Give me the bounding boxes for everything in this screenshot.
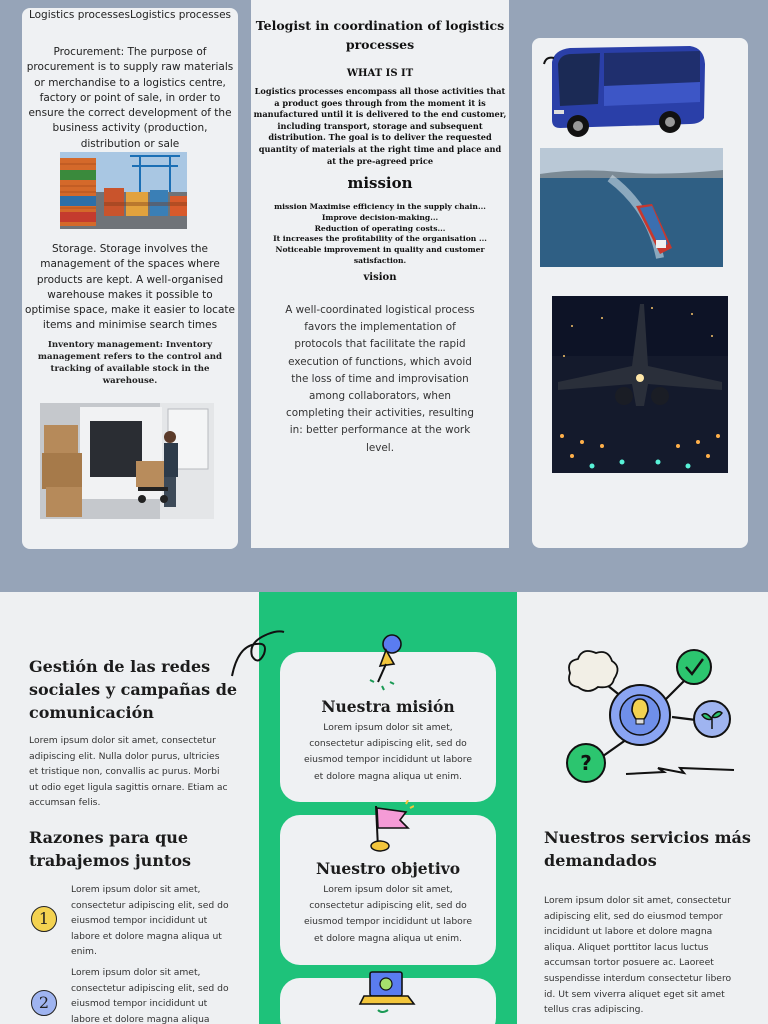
reasons-heading: Razones para que trabajemos juntos bbox=[29, 828, 192, 870]
card-title: Nuestra misión bbox=[321, 697, 455, 716]
storage-text: Storage. Storage involves the management of the spaces where products are kept. A well-organised warehouse makes it possible to optimise space, make it easier to locate items and minimise search times bbox=[25, 243, 235, 332]
laptop-icon bbox=[358, 966, 418, 1016]
pushpin-icon bbox=[364, 630, 410, 692]
squiggle-doodle-icon bbox=[228, 626, 288, 678]
what-is-it-body: Logistics processes encompass all those activities that a product goes through from the moment it is manufactured until it is delivered to the end customer, including transport, storage and subsequent distribution. The goal is to deliver the requested quantity of materials at the right time and place and at the pre-agreed price bbox=[253, 86, 507, 166]
number-circle-icon: 1 bbox=[31, 906, 57, 932]
panel-title: Telogist in coordination of logistics processes bbox=[255, 18, 505, 52]
mission-list bbox=[251, 202, 509, 267]
list-item: Noticeable improvement in quality and customer satisfaction. bbox=[275, 245, 485, 265]
list-item: Reduction of operating costs... bbox=[314, 223, 446, 233]
list-item: Improve decision-making... bbox=[321, 212, 439, 222]
list-item: mission Maximise efficiency in the supply chain... bbox=[274, 202, 486, 211]
cargo-ship-photo bbox=[540, 148, 723, 267]
vision-body: A well-coordinated logistical process favors the implementation of protocols that facilitate the rapid execution of functions, which avoid the loss of time and improvisation among collaborators, when completing their activities, resulting in: better performance at the work level. bbox=[285, 304, 475, 454]
middle-panel bbox=[251, 0, 509, 548]
list-item: It increases the profitability of the organisation ... bbox=[273, 234, 487, 244]
reason-text: Lorem ipsum dolor sit amet, consectetur adipiscing elit, sed do eiusmod tempor incididunt ut labore et dolore magna aliqua bbox=[71, 967, 229, 1024]
processes-header: Logistics processesLogistics processes bbox=[28, 9, 232, 21]
services-heading: Nuestros servicios más demandados bbox=[544, 828, 751, 870]
vision-heading: vision bbox=[363, 272, 397, 283]
flag-icon bbox=[364, 800, 414, 858]
social-body: Lorem ipsum dolor sit amet, consectetur adipiscing elit. Nulla dolor purus, ultricies et tristique non, convallis ac purus. Morbi ut odio eget ligula sagittis ornare. Etiam ac accumsan felis. bbox=[29, 735, 228, 809]
bus-photo bbox=[540, 42, 710, 142]
squiggle-doodle-icon bbox=[624, 764, 736, 778]
services-body: Lorem ipsum dolor sit amet, consectetur adipiscing elit, sed do eiusmod tempor incididunt ut labore et dolore magna aliqua. Aliquet porttitor lacus luctus accumsan tortor posuere ac. Laoreet suspendisse interdum consectetur libero id. Ut sem viverra aliquet eget sit amet tellus cras adipiscing. bbox=[544, 895, 732, 1016]
procurement-text: Procurement: The purpose of procurement is to supply raw materials or merchandise to a logistics centre, factory or point of sale, in order to ensure the correct development of the business activity (production, distribution or sale bbox=[26, 46, 234, 150]
number-circle-icon: 2 bbox=[31, 990, 57, 1016]
container-port-photo bbox=[60, 152, 187, 229]
what-is-it-heading: WHAT IS IT bbox=[346, 68, 414, 79]
inventory-text: Inventory management: Inventory management refers to the control and tracking of available stock in the warehouse. bbox=[37, 340, 223, 386]
airplane-night-photo bbox=[552, 296, 728, 473]
mission-heading: mission bbox=[347, 174, 413, 192]
reason-text: Lorem ipsum dolor sit amet, consectetur adipiscing elit, sed do eiusmod tempor incididunt ut labore et dolore magna aliqua ut enim. bbox=[71, 884, 229, 958]
svg-text:?: ? bbox=[580, 751, 592, 775]
social-heading: Gestión de las redes sociales y campañas de comunicación bbox=[29, 657, 238, 722]
card-body: Lorem ipsum dolor sit amet, consectetur adipiscing elit, sed do eiusmod tempor incididunt ut labore et dolore magna aliqua ut enim. bbox=[303, 884, 473, 944]
card-body: Lorem ipsum dolor sit amet, consectetur adipiscing elit, sed do eiusmod tempor incididunt ut labore et dolore magna aliqua ut enim. bbox=[303, 722, 473, 782]
card-title: Nuestro objetivo bbox=[315, 859, 461, 878]
delivery-van-photo bbox=[40, 403, 214, 519]
